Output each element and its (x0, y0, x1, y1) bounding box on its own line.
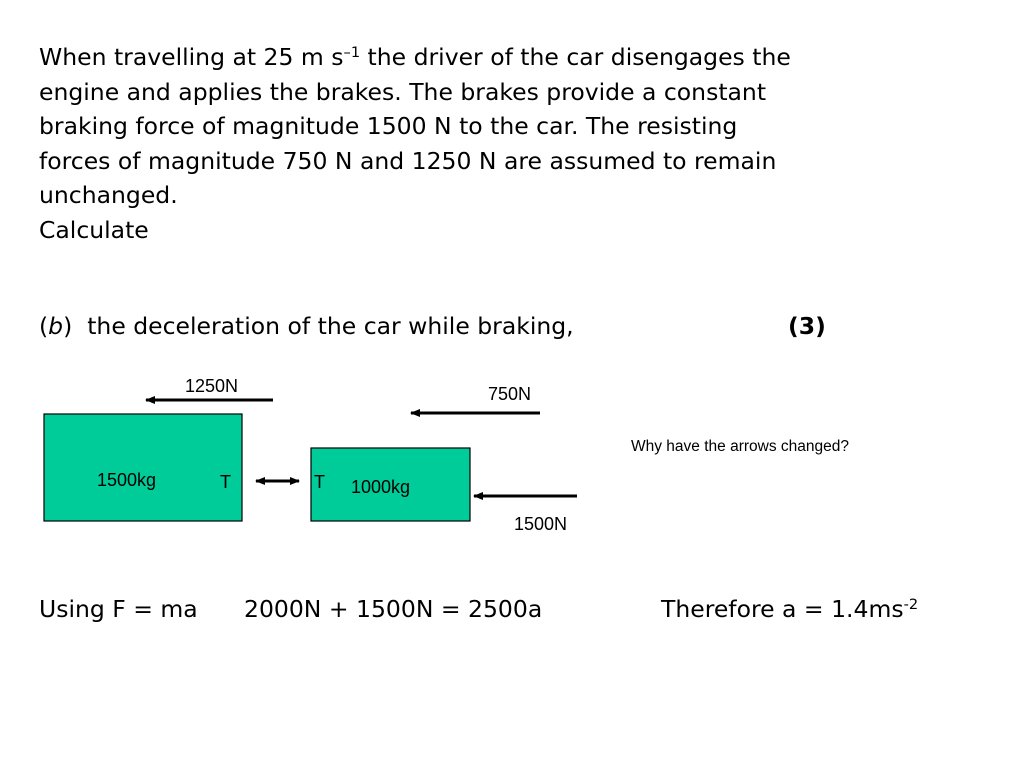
label-1500n: 1500N (514, 514, 568, 534)
label-tension-right: T (314, 472, 325, 492)
formula-text: Using F = ma (39, 595, 198, 623)
equation-text: 2000N + 1500N = 2500a (244, 595, 543, 623)
problem-line-6: Calculate (39, 215, 149, 244)
problem-line-4: forces of magnitude 750 N and 1250 N are assumed to remain (39, 146, 777, 175)
label-750n: 750N (488, 384, 532, 404)
arrows-question: Why have the arrows changed? (631, 438, 849, 455)
result-text: Therefore $a = 1.4ms^{-2}$ (661, 595, 919, 623)
part-b-question: (b) the deceleration of the car while braking, (39, 312, 574, 340)
marks-label: (3) (788, 312, 826, 340)
label-1250n: 1250N (185, 376, 239, 396)
label-tension-left: T (220, 472, 231, 492)
result-exponent: -2 (903, 596, 919, 613)
problem-line-3: braking force of magnitude 1500 N to the car. The resisting (39, 112, 738, 140)
problem-line-5: unchanged. (39, 181, 178, 209)
label-mass-small: 1000kg (351, 477, 411, 497)
problem-line-2: engine and applies the brakes. The brakes provide a constant (39, 77, 767, 106)
part-letter: b (48, 312, 64, 340)
part-b-text: the deceleration of the car while braking, (87, 312, 574, 340)
large-mass-box (44, 414, 242, 521)
problem-line-1: When travelling at 25 m $s^{-1}$ the driver of the car disengages the (39, 43, 791, 71)
unit-exponent: –1 (343, 44, 361, 61)
label-mass-large: 1500kg (97, 470, 157, 490)
